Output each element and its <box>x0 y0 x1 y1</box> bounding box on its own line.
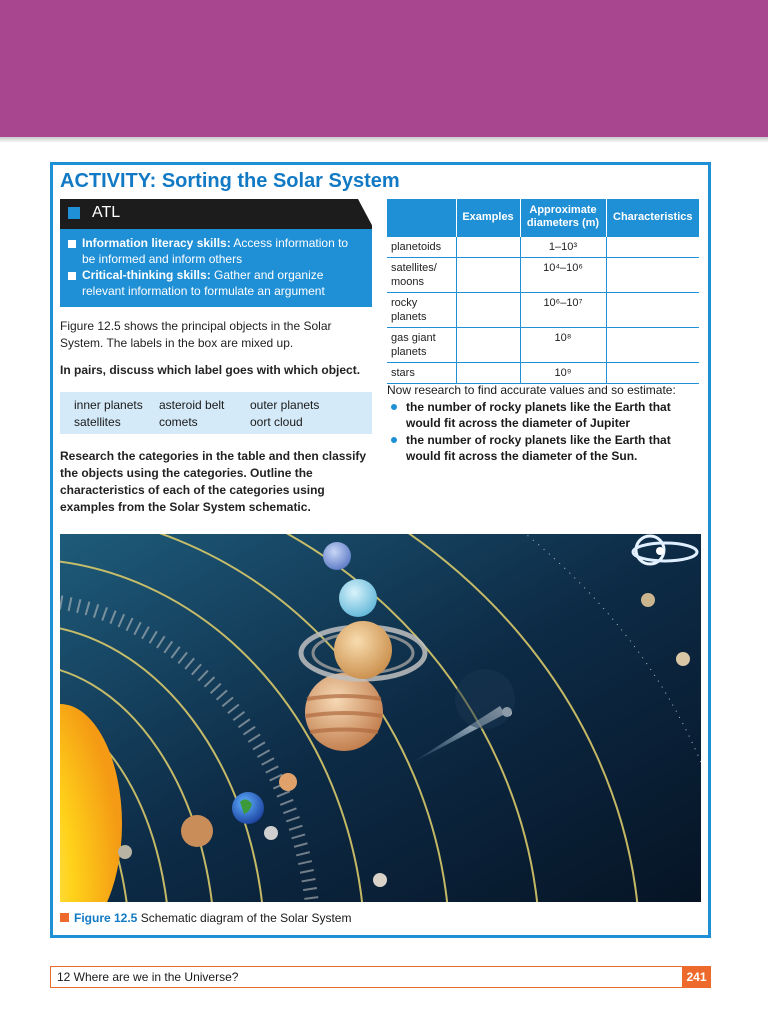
pairs-prompt: In pairs, discuss which label goes with which object. <box>60 363 361 377</box>
table-cell-category: rocky planets <box>387 292 456 327</box>
table-cell-diameter: 10⁴–10⁶ <box>520 257 606 292</box>
figure-caption <box>60 911 351 925</box>
table-cell-examples <box>456 362 520 383</box>
mixed-labels-box <box>60 392 372 434</box>
table-cell-characteristics <box>606 362 699 383</box>
table-cell-examples <box>456 236 520 257</box>
table-cell-diameter: 10⁶–10⁷ <box>520 292 606 327</box>
table-cell-category: planetoids <box>387 236 456 257</box>
table-row <box>387 362 699 383</box>
label-item: satellites <box>74 415 121 429</box>
solar-system-diagram <box>60 534 701 902</box>
table-cell-diameter: 10⁹ <box>520 362 606 383</box>
table-row <box>387 327 699 362</box>
table-cell-category: stars <box>387 362 456 383</box>
atl-skill-item: Critical-thinking skills: Gather and organize relevant information to formulate an argument <box>68 268 364 299</box>
categories-table <box>387 199 699 384</box>
table-cell-diameter: 10⁸ <box>520 327 606 362</box>
atl-heading-bar <box>60 199 372 229</box>
table-row <box>387 292 699 327</box>
page-footer: 12 Where are we in the Universe? <box>50 966 682 988</box>
table-header-cell: Characteristics <box>606 199 699 236</box>
caption-square-icon <box>60 913 69 922</box>
atl-skills-box <box>60 229 372 307</box>
table-cell-characteristics <box>606 327 699 362</box>
atl-skill-item: Information literacy skills: Access information to be informed and inform others <box>68 236 364 267</box>
table-header-cell <box>387 199 456 236</box>
figure-caption-text: Schematic diagram of the Solar System <box>137 911 352 925</box>
figure-label: Figure 12.5 <box>74 911 138 925</box>
table-cell-examples <box>456 292 520 327</box>
research-task: Research the categories in the table and then classify the objects using the categories. Outline the characteristics of each of the categories using examples from the Solar System schematic. <box>60 449 367 514</box>
research-intro: Now research to find accurate values and so estimate: <box>387 383 676 397</box>
label-item: oort cloud <box>250 415 303 429</box>
table-cell-category: gas giant planets <box>387 327 456 362</box>
research-bullet: the number of rocky planets like the Earth that would fit across the diameter of the Sun. <box>387 432 702 465</box>
header-shadow <box>0 137 768 143</box>
header-band <box>0 0 768 137</box>
activity-title: ACTIVITY: Sorting the Solar System <box>60 170 400 192</box>
table-cell-examples <box>456 327 520 362</box>
label-item: comets <box>159 415 198 429</box>
page-number: 241 <box>682 966 711 988</box>
table-cell-characteristics <box>606 257 699 292</box>
atl-square-icon <box>68 207 80 219</box>
table-cell-characteristics <box>606 292 699 327</box>
research-bullet: the number of rocky planets like the Earth that would fit across the diameter of Jupiter <box>387 399 702 432</box>
research-section <box>387 382 702 465</box>
table-header-cell: Approximate diameters (m) <box>520 199 606 236</box>
table-row <box>387 257 699 292</box>
intro-paragraph: Figure 12.5 shows the principal objects in the Solar System. The labels in the box are mixed up. <box>60 319 332 350</box>
table-cell-diameter: 1–10³ <box>520 236 606 257</box>
table-cell-examples <box>456 257 520 292</box>
table-row <box>387 236 699 257</box>
label-item: inner planets <box>74 398 143 412</box>
table-header-cell: Examples <box>456 199 520 236</box>
table-cell-characteristics <box>606 236 699 257</box>
atl-corner-cut <box>358 199 374 229</box>
atl-heading: ATL <box>92 204 121 221</box>
table-cell-category: satellites/ moons <box>387 257 456 292</box>
label-item: asteroid belt <box>159 398 225 412</box>
table-header-row <box>387 199 699 236</box>
label-item: outer planets <box>250 398 320 412</box>
